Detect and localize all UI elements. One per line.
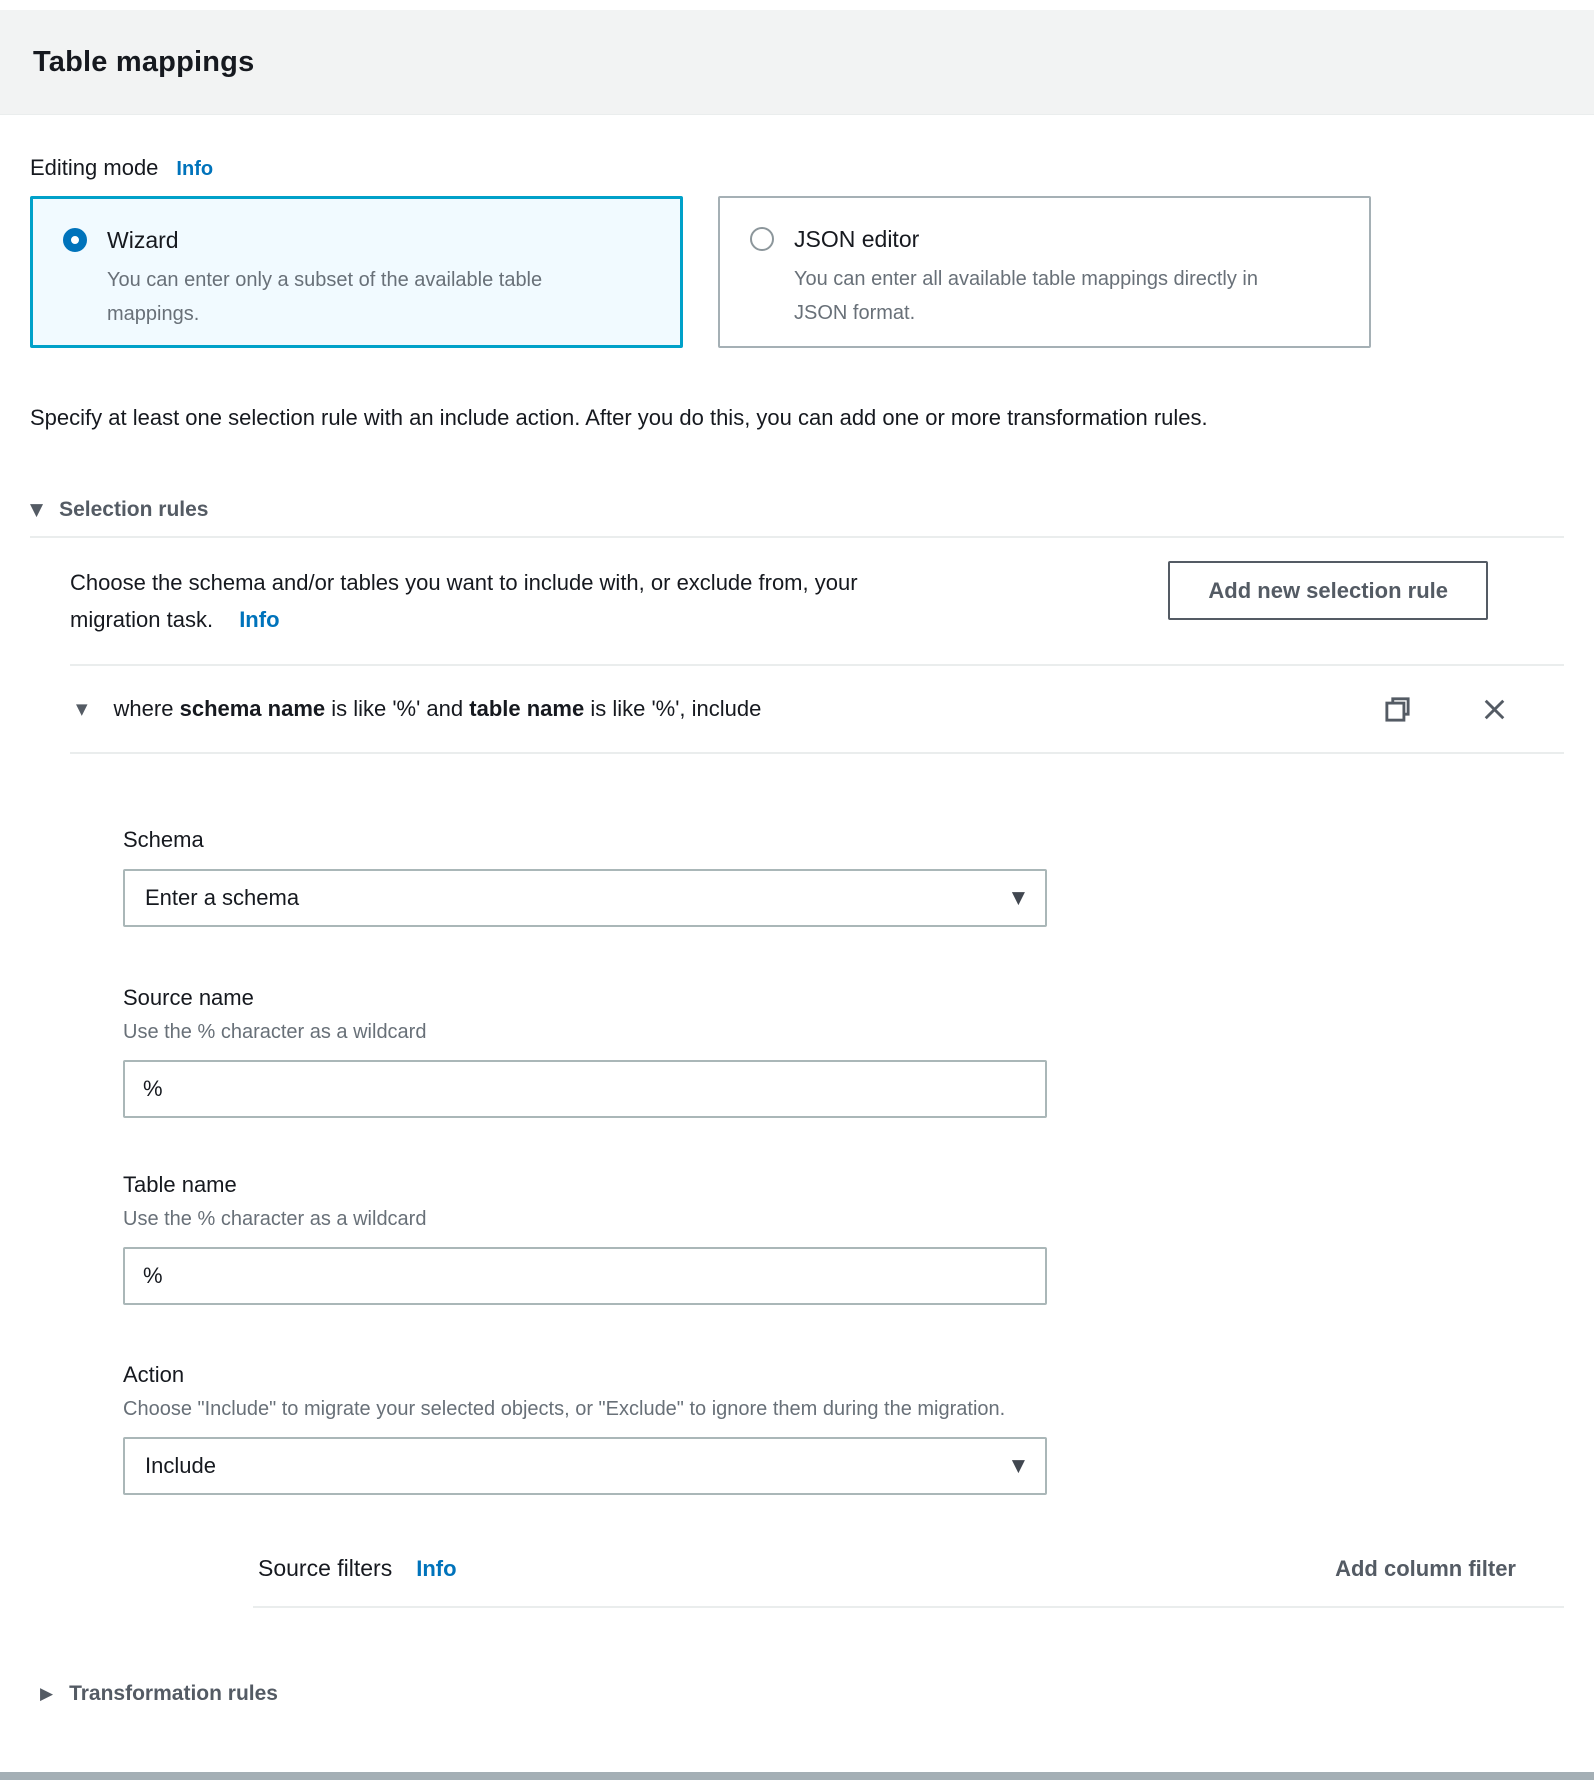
remove-rule-button[interactable] xyxy=(1481,696,1508,723)
add-column-filter-button[interactable]: Add column filter xyxy=(1335,1556,1516,1581)
editing-mode-info-link[interactable]: Info xyxy=(176,158,214,180)
editing-mode-label: Editing mode xyxy=(30,155,159,180)
chevron-down-icon: ▼ xyxy=(76,699,88,718)
selection-rules-description-block xyxy=(70,564,950,638)
source-filters-row xyxy=(258,1555,1516,1582)
wizard-option-label: Wizard xyxy=(107,227,179,253)
intro-text: Specify at least one selection rule with an include action. After you do this, you can add one or more transformation rules. xyxy=(30,405,1208,430)
copy-icon xyxy=(1384,711,1411,726)
selection-rules-toolbar xyxy=(30,538,1564,664)
duplicate-rule-button[interactable] xyxy=(1384,696,1411,723)
source-filters-label: Source filters xyxy=(258,1555,393,1581)
close-icon xyxy=(1481,711,1508,726)
transformation-rules-expander[interactable] xyxy=(40,1682,1564,1706)
divider xyxy=(253,1606,1564,1608)
dropdown-arrow-icon: ▼ xyxy=(1011,888,1025,908)
source-name-constraint: Use the % character as a wildcard xyxy=(123,1021,427,1043)
source-name-label: Source name xyxy=(123,985,254,1010)
wizard-option-description: You can enter only a subset of the available table mappings. xyxy=(107,269,543,325)
selection-rule-header[interactable] xyxy=(70,666,1564,754)
editing-mode-tiles xyxy=(30,196,1564,348)
table-mappings-panel xyxy=(0,155,1594,1706)
table-name-label: Table name xyxy=(123,1172,237,1197)
table-name-input[interactable] xyxy=(123,1247,1047,1305)
radio-unselected-icon[interactable] xyxy=(750,227,774,251)
selection-rules-title: Selection rules xyxy=(59,498,209,521)
action-constraint: Choose "Include" to migrate your selected objects, or "Exclude" to ignore them during the migration. xyxy=(123,1398,1006,1420)
action-label: Action xyxy=(123,1362,185,1387)
selection-rule-form xyxy=(70,827,1564,1608)
dropdown-arrow-icon: ▼ xyxy=(1011,1456,1025,1476)
source-filters-info-link[interactable]: Info xyxy=(416,1556,457,1581)
editing-mode-row xyxy=(30,155,1564,181)
schema-label: Schema xyxy=(123,827,204,852)
radio-selected-icon[interactable] xyxy=(63,228,87,252)
selection-rule-card xyxy=(70,664,1564,1608)
selection-rules-info-link[interactable]: Info xyxy=(239,607,280,632)
source-name-field-group xyxy=(123,985,1564,1118)
rule-summary: where schema name is like '%' and table name is like '%', include xyxy=(113,696,762,721)
panel-header xyxy=(0,10,1594,115)
source-name-input[interactable] xyxy=(123,1060,1047,1118)
add-selection-rule-button[interactable]: Add new selection rule xyxy=(1168,561,1488,620)
radio-tile-json-editor[interactable] xyxy=(718,196,1371,348)
chevron-down-icon: ▼ xyxy=(30,499,44,520)
json-editor-option-label: JSON editor xyxy=(794,226,920,252)
table-name-constraint: Use the % character as a wildcard xyxy=(123,1208,427,1230)
table-name-field-group xyxy=(123,1172,1564,1305)
bottom-bar xyxy=(0,1772,1594,1780)
rule-actions xyxy=(1384,696,1508,723)
schema-select-value: Enter a schema xyxy=(145,885,300,910)
action-field-group xyxy=(123,1362,1564,1495)
page-title: Table mappings xyxy=(33,45,255,78)
selection-rules-expander[interactable] xyxy=(30,498,1564,522)
action-select[interactable] xyxy=(123,1437,1047,1495)
chevron-right-icon: ▶ xyxy=(40,1683,54,1704)
schema-field-group xyxy=(123,827,1564,927)
top-strip xyxy=(0,0,1594,10)
radio-tile-wizard[interactable] xyxy=(30,196,683,348)
selection-rules-description: Choose the schema and/or tables you want to include with, or exclude from, your migration task. xyxy=(70,570,858,632)
json-editor-option-description: You can enter all available table mappings directly in JSON format. xyxy=(794,268,1258,324)
action-select-value: Include xyxy=(145,1453,216,1478)
transformation-rules-title: Transformation rules xyxy=(69,1682,278,1705)
schema-select[interactable] xyxy=(123,869,1047,927)
